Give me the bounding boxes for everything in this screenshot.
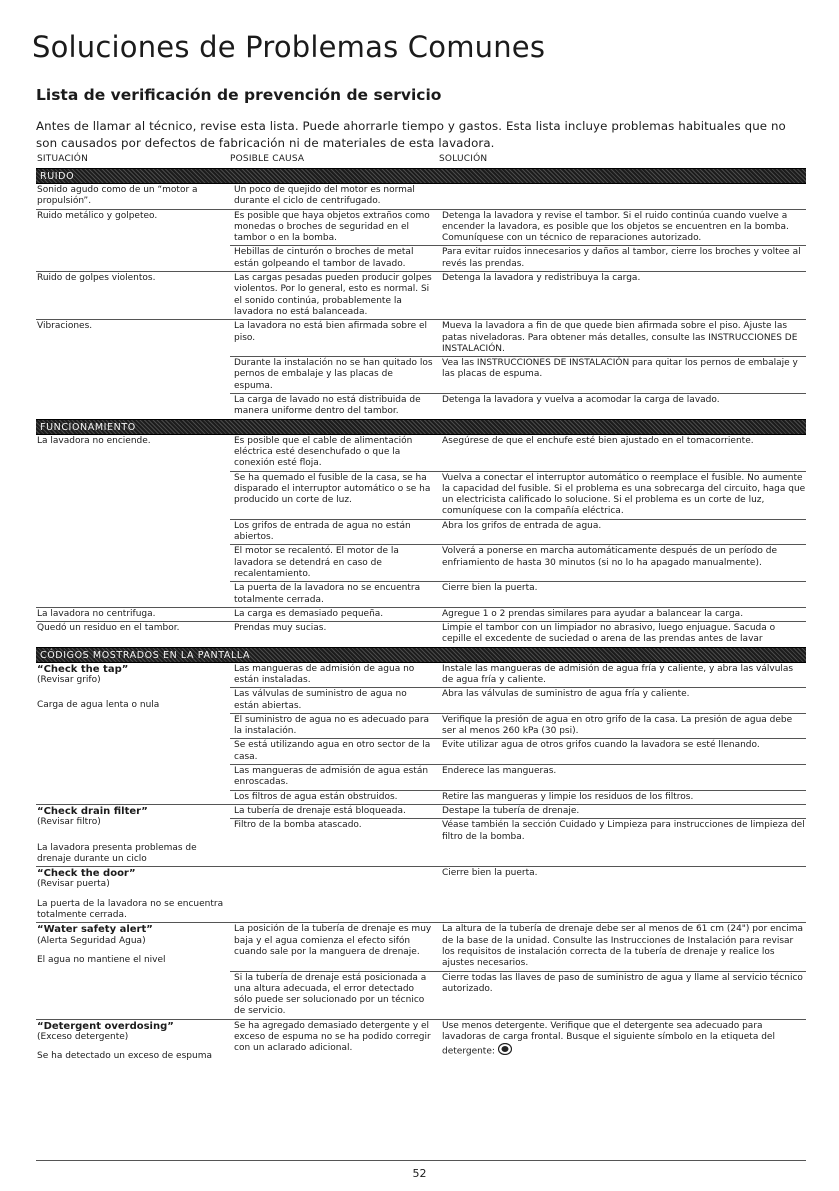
error-code: “Check the door”: [37, 868, 136, 880]
table-row: Ruido metálico y golpeteo. Es posible que haya objetos extraños como monedas o broches de seguridad en el tambor o en la bomba. Detenga la lavadora y revise el tambor. Si el ruido continúa cuando vuelve a encender la lavadora, es posible que los objetos se encuentren en la bomba. Comuníquese con un técnico de reparaciones autorizado. Hebillas de cinturón o broches de metal están golpeando el tambor de lavado. Para evitar ruidos innecesarios y daños al tambor, cierre los broches y voltee al revés las prendas.: [36, 209, 806, 271]
header-situacion: SITUACIÓN: [37, 154, 89, 164]
table-row: Vibraciones. La lavadora no está bien afirmada sobre el piso. Mueva la lavadora a fin de que quede bien afirmada sobre el piso. Ajuste las patas niveladoras. Para obtener más detalles, consulte las INSTRUCCIONES DE INSTALACIÓN. Durante la instalación no se han quitado los pernos de embalaje y las placas de espuma. Vea las INSTRUCCIONES DE INSTALACIÓN para quitar los pernos de embalaje y las placas de espuma. La carga de lavado no está distribuida de manera uniforme dentro del tambor. Detenga la lavadora y vuelva a acomodar la carga de lavado.: [36, 319, 806, 418]
divider: [36, 1160, 806, 1161]
troubleshooting-table: [36, 168, 806, 1064]
table-row: “Check the tap” (Revisar grifo) Carga de agua lenta o nula Las mangueras de admisión de agua no están instaladas. Instale las mangueras de admisión de agua fría y caliente, y abra las válvulas de agua fría y caliente. Las válvulas de suministro de agua no están abiertas. Abra las válvulas de suministro de agua fría y caliente. El suministro de agua no es adecuado para la instalación. Verifique la presión de agua en otro grifo de la casa. La presión de agua debe ser al menos 260 kPa (30 psi). Se está utilizando agua en otro sector de la casa. Evite utilizar agua de otros grifos cuando la lavadora se esté llenando. Las mangueras de admisión de agua están enroscadas. Enderece las mangueras. Los filtros de agua están obstruidos. Retire las mangueras y limpie los residuos de los filtros.: [36, 663, 806, 804]
error-code: “Water safety alert”: [37, 924, 153, 936]
error-code: “Check the tap”: [37, 663, 129, 675]
he-detergent-symbol-icon: [498, 1043, 512, 1059]
page-title: Soluciones de Problemas Comunes: [32, 30, 546, 64]
intro-paragraph: Antes de llamar al técnico, revise esta lista. Puede ahorrarle tiempo y gastos. Esta lista incluye problemas habituales que no son causados por defectos de fabricación ni de materiales de esta lavadora.: [36, 119, 786, 150]
page-number: 52: [412, 1167, 427, 1180]
table-row: “Check the door” (Revisar puerta) La puerta de la lavadora no se encuentra totalmente cerrada. Cierre bien la puerta.: [36, 866, 806, 922]
table-row: Ruido de golpes violentos. Las cargas pesadas pueden producir golpes violentos. Por lo general, esto es normal. Si el sonido continúa, probablemente la lavadora no está balanceada. Detenga la lavadora y redistribuya la carga.: [36, 271, 806, 319]
table-row: “Check drain filter” (Revisar filtro) La lavadora presenta problemas de drenaje durante un ciclo La tubería de drenaje está bloqueada. Destape la tubería de drenaje. Filtro de la bomba atascado. Véase también la sección Cuidado y Limpieza para instrucciones de limpieza del filtro de la bomba.: [36, 804, 806, 866]
error-code: “Check drain filter”: [37, 805, 148, 817]
section-band-operation: FUNCIONAMIENTO: [36, 419, 806, 435]
table-row: Quedó un residuo en el tambor. Prendas muy sucias. Limpie el tambor con un limpiador no abrasivo, luego enjuague. Sacuda o cepille el excedente de suciedad o arena de las prendas antes de lavar: [36, 621, 806, 647]
table-row: La lavadora no centrifuga. La carga es demasiado pequeña. Agregue 1 o 2 prendas similares para ayudar a balancear la carga.: [36, 607, 806, 621]
table-row: “Detergent overdosing” (Exceso detergente) Se ha detectado un exceso de espuma Se ha agregado demasiado detergente y el exceso de espuma no se ha podido corregir con un aclarado adicional. Use menos detergente. Verifique que el detergente sea adecuado para lavadoras de carga frontal. Busque el siguiente símbolo en la etiqueta del detergente:: [36, 1019, 806, 1064]
table-row: La lavadora no enciende. Es posible que el cable de alimentación eléctrica esté desenchufado o que la conexión esté floja. Asegúrese de que el enchufe esté bien ajustado en el tomacorriente. Se ha quemado el fusible de la casa, se ha disparado el interruptor automático o se ha producido un corte de luz. Vuelva a conectar el interruptor automático o reemplace el fusible. No aumente la capacidad del fusible. Si el problema es una sobrecarga del circuito, haga que un electricista calificado lo solucione. Si el problema es un corte de luz, comuníquese con la compañía eléctrica. Los grifos de entrada de agua no están abiertos. Abra los grifos de entrada de agua. El motor se recalentó. El motor de la lavadora se detendrá en caso de recalentamiento. Volverá a ponerse en marcha automáticamente después de un período de enfriamiento de hasta 30 minutos (si no lo ha apagado manualmente). La puerta de la lavadora no se encuentra totalmente cerrada. Cierre bien la puerta.: [36, 435, 806, 607]
section-band-noise: RUIDO: [36, 168, 806, 184]
section-band-codes: CÓDIGOS MOSTRADOS EN LA PANTALLA: [36, 647, 806, 663]
table-row: Sonido agudo como de un “motor a propulsión”. Un poco de quejido del motor es normal durante el ciclo de centrifugado.: [37, 185, 415, 207]
table-row: “Water safety alert” (Alerta Seguridad Agua) El agua no mantiene el nivel La posición de la tubería de drenaje es muy baja y el agua comienza el efecto sifón cuando sale por la manguera de drenaje. La altura de la tubería de drenaje debe ser al menos de 61 cm (24") por encima de la base de la unidad. Consulte las Instrucciones de Instalación para revisar los requisitos de instalación correcta de la tubería de drenaje y realice los ajustes necesarios. Si la tubería de drenaje está posicionada a una altura adecuada, el error detectado sólo puede ser solucionado por un técnico de servicio. Cierre todas las llaves de paso de suministro de agua y llame al servicio técnico autorizado.: [36, 922, 806, 1018]
header-causa: POSIBLE CAUSA: [230, 154, 305, 164]
error-code: “Detergent overdosing”: [37, 1020, 174, 1032]
section-subtitle: Lista de verificación de prevención de servicio: [36, 86, 442, 104]
header-solucion: SOLUCIÓN: [439, 154, 488, 164]
